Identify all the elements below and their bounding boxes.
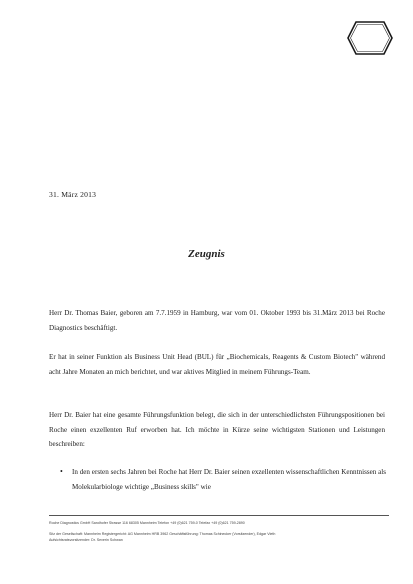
- paragraph-intro: Herr Dr. Thomas Baier, geboren am 7.7.1959 in Hamburg, war vom 01. Oktober 1993 bis 31.März 2013 bei Roche Diagnostics beschäftigt.: [49, 309, 385, 332]
- paragraph-career: Herr Dr. Baier hat eine gesamte Führungsfunktion belegt, die sich in der unterschiedlichsten Führungspositionen bei Roche einen exzellenten Ruf erworben hat. Ich möchte in Kürze seine wichtigsten Stationen und Leistungen beschreiben:: [49, 411, 385, 448]
- footer-registry: Sitz der Gesellschaft: Mannheim Registergericht: AG Mannheim HRB 3962 Geschäftsführung: Thomas Schinecker (Vorsitzender), Edgar Vieth: [49, 532, 276, 536]
- bullet-item: [60, 465, 386, 494]
- roche-logo: [346, 20, 394, 56]
- footer-address: Roche Diagnostics GmbH Sandhofer Strasse 116 68305 Mannheim Telefon +49 (0)621 759-0 Telefax +49 (0)621 759-2890: [49, 521, 245, 525]
- footer-divider: [49, 515, 389, 516]
- paragraph-function: Er hat in seiner Funktion als Business Unit Head (BUL) für „Biochemicals, Reagents & Custom Biotech" während acht Jahre Monaten an mich berichtet, und war aktives Mitglied in meinem Führungs-Team.: [49, 353, 385, 376]
- letter-title: Zeugnis: [188, 248, 225, 260]
- letter-date: 31. März 2013: [49, 190, 97, 199]
- footer-board: Aufsichtsratsvorsitzender: Dr. Severin Schwan: [49, 538, 123, 542]
- bullet-text: In den ersten sechs Jahren bei Roche hat Herr Dr. Baier seinen exzellenten wissenschaftlichen Kenntnissen als Molekularbiologe wichtige „Business skills" wie: [72, 468, 386, 491]
- bullet-icon: •: [60, 467, 63, 476]
